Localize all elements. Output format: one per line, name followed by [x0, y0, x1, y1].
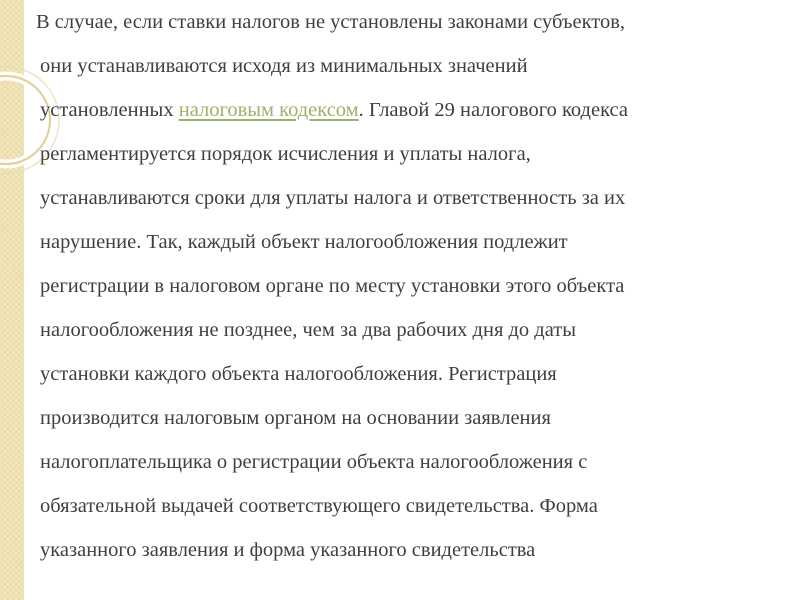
text-line: они устанавливаются исходя из минимальных значений [40, 55, 528, 77]
text-line: производится налоговым органом на основании заявления [40, 407, 551, 429]
text-line: указанного заявления и форма указанного свидетельства [40, 539, 536, 561]
document-body [32, 0, 772, 600]
text-line: регистрации в налоговом органе по месту установки этого объекта [40, 275, 625, 297]
decorative-side-strip [0, 0, 24, 600]
text-line: налогоплательщика о регистрации объекта налогообложения с [40, 451, 588, 473]
text-fragment: установленных [40, 99, 179, 121]
text-fragment: . Главой 29 налогового кодекса [358, 99, 628, 121]
text-line: регламентируется порядок исчисления и уплаты налога, [40, 143, 531, 165]
text-line: В случае, если ставки налогов не установлены законами субъектов, [36, 11, 626, 33]
text-line-with-link [32, 88, 772, 132]
text-line: налогообложения не позднее, чем за два рабочих дня до даты [40, 319, 577, 341]
tax-code-link[interactable]: налоговым кодексом [178, 99, 359, 121]
text-line: обязательной выдачей соответствующего свидетельства. Форма [40, 495, 598, 517]
text-line: установки каждого объекта налогообложения. Регистрация [40, 363, 557, 385]
text-line: нарушение. Так, каждый объект налогообложения подлежит [40, 231, 568, 253]
text-line: устанавливаются сроки для уплаты налога и ответственность за их [40, 187, 626, 209]
